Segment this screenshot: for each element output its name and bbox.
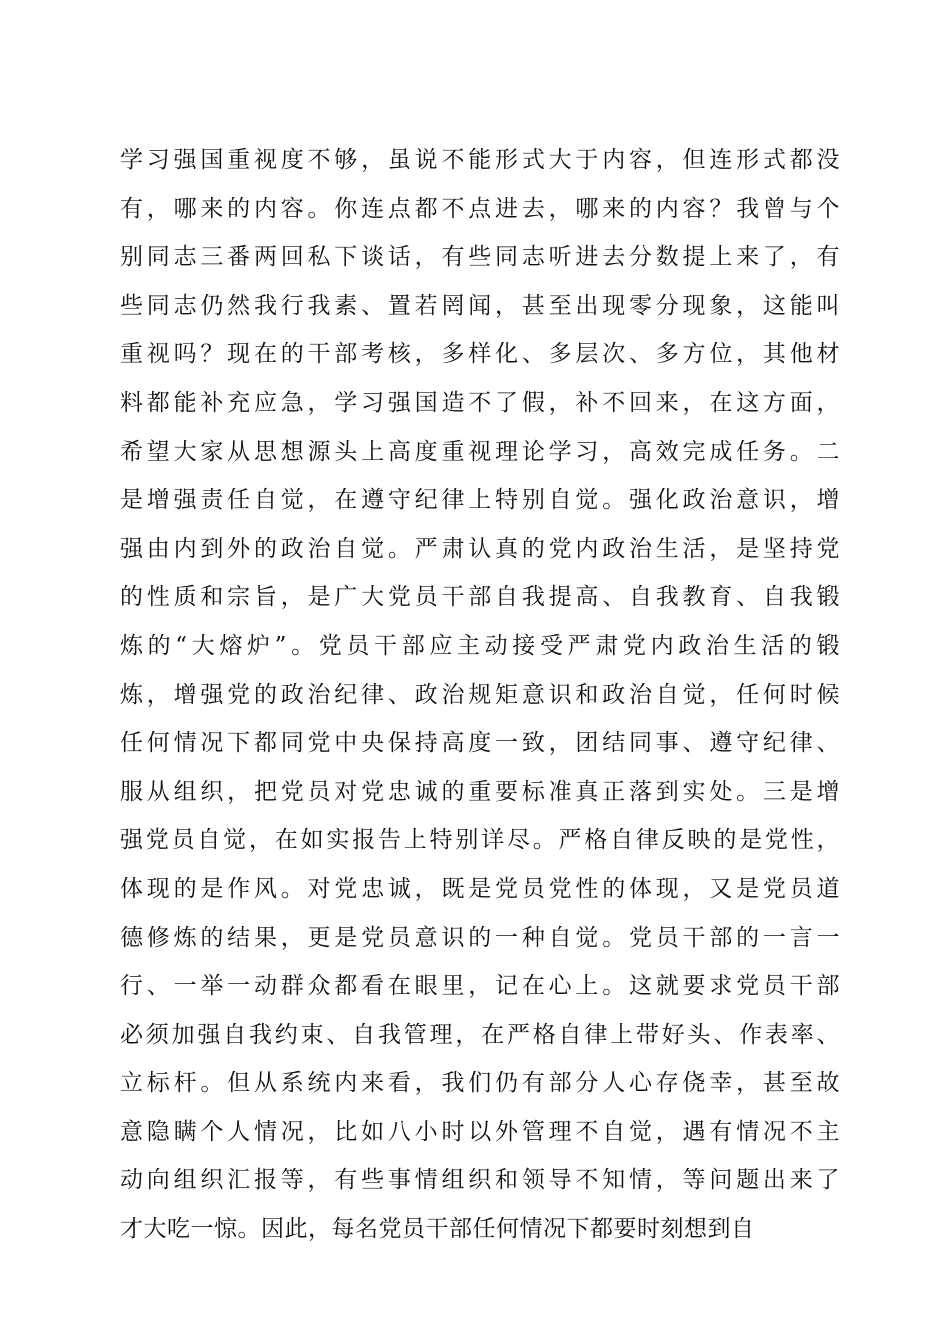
- text-line: 希望大家从思想源头上高度重视理论学习，高效完成任务。二: [120, 438, 840, 465]
- text-line: 炼的“大熔炉”。党员干部应主动接受严肃党内政治生活的锻: [120, 632, 840, 659]
- text-line: 重视吗？现在的干部考核，多样化、多层次、多方位，其他材: [120, 341, 840, 368]
- text-line: 炼，增强党的政治纪律、政治规矩意识和政治自觉，任何时候: [120, 681, 840, 708]
- text-line: 体现的是作风。对党忠诚，既是党员党性的体现，又是党员道: [120, 875, 840, 902]
- text-line: 动向组织汇报等，有些事情组织和领导不知情，等问题出来了: [120, 1167, 840, 1194]
- body-text: [120, 136, 840, 1254]
- text-line: 服从组织，把党员对党忠诚的重要标准真正落到实处。三是增: [120, 778, 840, 805]
- text-line: 立标杆。但从系统内来看，我们仍有部分人心存侥幸，甚至故: [120, 1070, 840, 1097]
- text-line: 德修炼的结果，更是党员意识的一种自觉。党员干部的一言一: [120, 924, 840, 951]
- text-line: 学习强国重视度不够，虽说不能形式大于内容，但连形式都没: [120, 147, 840, 173]
- text-line: 意隐瞒个人情况，比如八小时以外管理不自觉，遇有情况不主: [120, 1118, 840, 1145]
- text-line: 些同志仍然我行我素、置若罔闻，甚至出现零分现象，这能叫: [120, 292, 840, 319]
- text-line: 任何情况下都同党中央保持高度一致，团结同事、遵守纪律、: [120, 730, 840, 757]
- text-line: 是增强责任自觉，在遵守纪律上特别自觉。强化政治意识，增: [120, 487, 840, 514]
- text-line: 行、一举一动群众都看在眼里，记在心上。这就要求党员干部: [120, 973, 840, 1000]
- text-line: 有，哪来的内容。你连点都不点进去，哪来的内容？我曾与个: [120, 195, 840, 222]
- text-line: 强由内到外的政治自觉。严肃认真的党内政治生活，是坚持党: [120, 535, 840, 562]
- text-line: 别同志三番两回私下谈话，有些同志听进去分数提上来了，有: [120, 244, 840, 271]
- text-line: 强党员自觉，在如实报告上特别详尽。严格自律反映的是党性，: [120, 827, 840, 854]
- text-line: 的性质和宗旨，是广大党员干部自我提高、自我教育、自我锻: [120, 584, 840, 611]
- text-line: 才大吃一惊。因此，每名党员干部任何情况下都要时刻想到自: [120, 1216, 755, 1243]
- text-line: 必须加强自我约束、自我管理，在严格自律上带好头、作表率、: [120, 1021, 840, 1048]
- text-line: 料都能补充应急，学习强国造不了假，补不回来，在这方面，: [120, 389, 840, 416]
